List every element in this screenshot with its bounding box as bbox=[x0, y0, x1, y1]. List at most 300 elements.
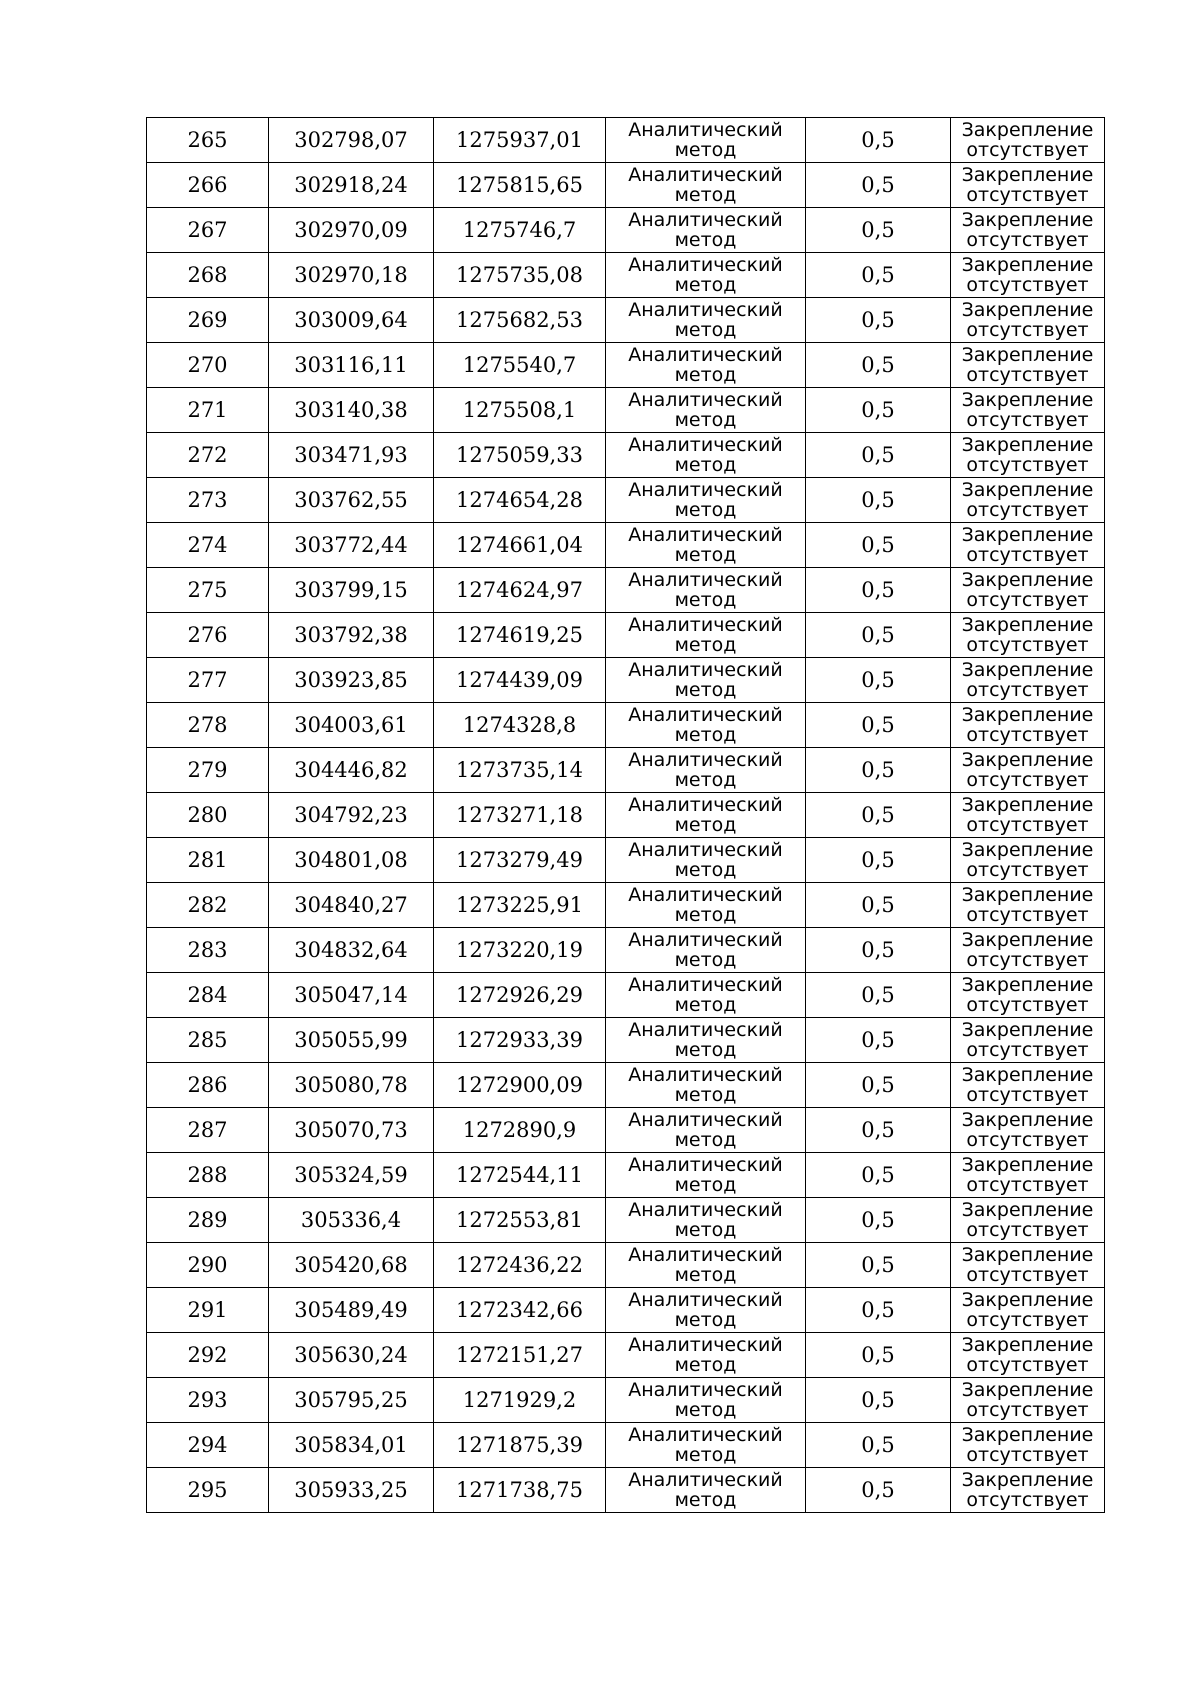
point-number-cell: 280 bbox=[147, 793, 269, 838]
accuracy-cell: 0,5 bbox=[806, 343, 951, 388]
table-row bbox=[147, 703, 1105, 748]
table-row bbox=[147, 433, 1105, 478]
fixing-description-cell-line: отсутствует bbox=[966, 589, 1089, 611]
method-cell-line: метод bbox=[674, 634, 737, 656]
fixing-description-cell bbox=[951, 253, 1105, 298]
method-cell-line: метод bbox=[674, 679, 737, 701]
fixing-description-cell-line: Закрепление bbox=[961, 1334, 1094, 1356]
method-cell bbox=[606, 1423, 806, 1468]
method-cell-line: Аналитический bbox=[628, 1244, 783, 1266]
table-row bbox=[147, 1333, 1105, 1378]
method-cell-line: метод bbox=[674, 859, 737, 881]
method-cell-line: метод bbox=[674, 1444, 737, 1466]
point-number-cell: 276 bbox=[147, 613, 269, 658]
method-cell bbox=[606, 1333, 806, 1378]
fixing-description-cell bbox=[951, 208, 1105, 253]
table-row bbox=[147, 1153, 1105, 1198]
method-cell-line: Аналитический bbox=[628, 1109, 783, 1131]
method-cell-line: Аналитический bbox=[628, 299, 783, 321]
fixing-description-cell bbox=[951, 838, 1105, 883]
point-number-cell: 268 bbox=[147, 253, 269, 298]
method-cell-line: Аналитический bbox=[628, 1289, 783, 1311]
fixing-description-cell bbox=[951, 793, 1105, 838]
method-cell-line: метод bbox=[674, 994, 737, 1016]
fixing-description-cell-line: Закрепление bbox=[961, 659, 1094, 681]
fixing-description-cell-line: отсутствует bbox=[966, 994, 1089, 1016]
method-cell-line: Аналитический bbox=[628, 119, 783, 141]
method-cell-line: Аналитический bbox=[628, 884, 783, 906]
method-cell-line: метод bbox=[674, 454, 737, 476]
fixing-description-cell-line: Закрепление bbox=[961, 974, 1094, 996]
fixing-description-cell-line: отсутствует bbox=[966, 319, 1089, 341]
fixing-description-cell-line: отсутствует bbox=[966, 679, 1089, 701]
point-number-cell: 288 bbox=[147, 1153, 269, 1198]
method-cell-line: Аналитический bbox=[628, 434, 783, 456]
method-cell-line: Аналитический bbox=[628, 749, 783, 771]
method-cell bbox=[606, 433, 806, 478]
point-number-cell: 295 bbox=[147, 1468, 269, 1513]
point-number-cell: 293 bbox=[147, 1378, 269, 1423]
point-number-cell: 284 bbox=[147, 973, 269, 1018]
point-number-cell: 266 bbox=[147, 163, 269, 208]
point-number-cell: 273 bbox=[147, 478, 269, 523]
fixing-description-cell-line: отсутствует bbox=[966, 1354, 1089, 1376]
fixing-description-cell-line: Закрепление bbox=[961, 1469, 1094, 1491]
point-number-cell: 283 bbox=[147, 928, 269, 973]
method-cell-line: метод bbox=[674, 544, 737, 566]
method-cell-line: Аналитический bbox=[628, 524, 783, 546]
method-cell bbox=[606, 1153, 806, 1198]
fixing-description-cell-line: отсутствует bbox=[966, 454, 1089, 476]
accuracy-cell: 0,5 bbox=[806, 163, 951, 208]
fixing-description-cell-line: Закрепление bbox=[961, 749, 1094, 771]
point-number-cell: 285 bbox=[147, 1018, 269, 1063]
method-cell bbox=[606, 1018, 806, 1063]
table-body bbox=[147, 118, 1105, 1513]
accuracy-cell: 0,5 bbox=[806, 478, 951, 523]
y-coordinate-cell: 1272544,11 bbox=[434, 1153, 606, 1198]
accuracy-cell: 0,5 bbox=[806, 658, 951, 703]
fixing-description-cell-line: Закрепление bbox=[961, 929, 1094, 951]
method-cell-line: Аналитический bbox=[628, 1154, 783, 1176]
y-coordinate-cell: 1274661,04 bbox=[434, 523, 606, 568]
table-row bbox=[147, 1378, 1105, 1423]
method-cell bbox=[606, 1063, 806, 1108]
table-row bbox=[147, 568, 1105, 613]
method-cell-line: Аналитический bbox=[628, 344, 783, 366]
fixing-description-cell-line: отсутствует bbox=[966, 499, 1089, 521]
point-number-cell: 277 bbox=[147, 658, 269, 703]
accuracy-cell: 0,5 bbox=[806, 1018, 951, 1063]
method-cell-line: метод bbox=[674, 769, 737, 791]
point-number-cell: 290 bbox=[147, 1243, 269, 1288]
fixing-description-cell-line: отсутствует bbox=[966, 1129, 1089, 1151]
method-cell bbox=[606, 703, 806, 748]
method-cell-line: метод bbox=[674, 1174, 737, 1196]
table-row bbox=[147, 1108, 1105, 1153]
table-row bbox=[147, 658, 1105, 703]
accuracy-cell: 0,5 bbox=[806, 838, 951, 883]
fixing-description-cell bbox=[951, 1063, 1105, 1108]
y-coordinate-cell: 1274654,28 bbox=[434, 478, 606, 523]
x-coordinate-cell: 303471,93 bbox=[269, 433, 434, 478]
fixing-description-cell bbox=[951, 1198, 1105, 1243]
accuracy-cell: 0,5 bbox=[806, 568, 951, 613]
x-coordinate-cell: 305047,14 bbox=[269, 973, 434, 1018]
y-coordinate-cell: 1274619,25 bbox=[434, 613, 606, 658]
y-coordinate-cell: 1272926,29 bbox=[434, 973, 606, 1018]
fixing-description-cell-line: Закрепление bbox=[961, 119, 1094, 141]
fixing-description-cell-line: Закрепление bbox=[961, 1289, 1094, 1311]
fixing-description-cell-line: Закрепление bbox=[961, 884, 1094, 906]
point-number-cell: 282 bbox=[147, 883, 269, 928]
method-cell bbox=[606, 1243, 806, 1288]
fixing-description-cell-line: отсутствует bbox=[966, 1264, 1089, 1286]
accuracy-cell: 0,5 bbox=[806, 253, 951, 298]
x-coordinate-cell: 302918,24 bbox=[269, 163, 434, 208]
fixing-description-cell bbox=[951, 1153, 1105, 1198]
accuracy-cell: 0,5 bbox=[806, 973, 951, 1018]
fixing-description-cell-line: отсутствует bbox=[966, 904, 1089, 926]
method-cell-line: метод bbox=[674, 1399, 737, 1421]
fixing-description-cell-line: Закрепление bbox=[961, 794, 1094, 816]
table-row bbox=[147, 793, 1105, 838]
method-cell-line: метод bbox=[674, 1129, 737, 1151]
method-cell bbox=[606, 568, 806, 613]
fixing-description-cell bbox=[951, 343, 1105, 388]
accuracy-cell: 0,5 bbox=[806, 1153, 951, 1198]
fixing-description-cell bbox=[951, 703, 1105, 748]
method-cell-line: Аналитический bbox=[628, 794, 783, 816]
x-coordinate-cell: 305070,73 bbox=[269, 1108, 434, 1153]
table-row bbox=[147, 343, 1105, 388]
table-row bbox=[147, 118, 1105, 163]
method-cell-line: метод bbox=[674, 1309, 737, 1331]
fixing-description-cell bbox=[951, 1243, 1105, 1288]
fixing-description-cell bbox=[951, 568, 1105, 613]
x-coordinate-cell: 303792,38 bbox=[269, 613, 434, 658]
fixing-description-cell-line: отсутствует bbox=[966, 139, 1089, 161]
method-cell-line: Аналитический bbox=[628, 164, 783, 186]
fixing-description-cell-line: Закрепление bbox=[961, 254, 1094, 276]
y-coordinate-cell: 1274328,8 bbox=[434, 703, 606, 748]
point-number-cell: 286 bbox=[147, 1063, 269, 1108]
y-coordinate-cell: 1275540,7 bbox=[434, 343, 606, 388]
x-coordinate-cell: 302970,18 bbox=[269, 253, 434, 298]
method-cell-line: Аналитический bbox=[628, 1064, 783, 1086]
y-coordinate-cell: 1275508,1 bbox=[434, 388, 606, 433]
accuracy-cell: 0,5 bbox=[806, 1063, 951, 1108]
fixing-description-cell bbox=[951, 1333, 1105, 1378]
table-row bbox=[147, 613, 1105, 658]
fixing-description-cell bbox=[951, 523, 1105, 568]
fixing-description-cell bbox=[951, 478, 1105, 523]
point-number-cell: 265 bbox=[147, 118, 269, 163]
fixing-description-cell bbox=[951, 298, 1105, 343]
method-cell bbox=[606, 793, 806, 838]
method-cell-line: метод bbox=[674, 814, 737, 836]
method-cell bbox=[606, 658, 806, 703]
accuracy-cell: 0,5 bbox=[806, 883, 951, 928]
method-cell bbox=[606, 928, 806, 973]
fixing-description-cell-line: Закрепление bbox=[961, 839, 1094, 861]
accuracy-cell: 0,5 bbox=[806, 118, 951, 163]
x-coordinate-cell: 305489,49 bbox=[269, 1288, 434, 1333]
method-cell-line: метод bbox=[674, 139, 737, 161]
accuracy-cell: 0,5 bbox=[806, 1243, 951, 1288]
y-coordinate-cell: 1273271,18 bbox=[434, 793, 606, 838]
x-coordinate-cell: 305324,59 bbox=[269, 1153, 434, 1198]
fixing-description-cell bbox=[951, 748, 1105, 793]
accuracy-cell: 0,5 bbox=[806, 1423, 951, 1468]
accuracy-cell: 0,5 bbox=[806, 1333, 951, 1378]
accuracy-cell: 0,5 bbox=[806, 1198, 951, 1243]
method-cell-line: метод bbox=[674, 274, 737, 296]
method-cell bbox=[606, 1468, 806, 1513]
method-cell-line: метод bbox=[674, 499, 737, 521]
table-row bbox=[147, 298, 1105, 343]
y-coordinate-cell: 1275682,53 bbox=[434, 298, 606, 343]
y-coordinate-cell: 1271738,75 bbox=[434, 1468, 606, 1513]
method-cell bbox=[606, 163, 806, 208]
fixing-description-cell-line: Закрепление bbox=[961, 1244, 1094, 1266]
x-coordinate-cell: 304003,61 bbox=[269, 703, 434, 748]
method-cell-line: Аналитический bbox=[628, 659, 783, 681]
x-coordinate-cell: 305933,25 bbox=[269, 1468, 434, 1513]
x-coordinate-cell: 303923,85 bbox=[269, 658, 434, 703]
fixing-description-cell-line: Закрепление bbox=[961, 1154, 1094, 1176]
method-cell bbox=[606, 343, 806, 388]
coordinates-table bbox=[146, 117, 1105, 1513]
x-coordinate-cell: 304446,82 bbox=[269, 748, 434, 793]
point-number-cell: 287 bbox=[147, 1108, 269, 1153]
fixing-description-cell-line: отсутствует bbox=[966, 274, 1089, 296]
fixing-description-cell-line: Закрепление bbox=[961, 1379, 1094, 1401]
fixing-description-cell-line: отсутствует bbox=[966, 1174, 1089, 1196]
fixing-description-cell bbox=[951, 1018, 1105, 1063]
accuracy-cell: 0,5 bbox=[806, 1378, 951, 1423]
y-coordinate-cell: 1272900,09 bbox=[434, 1063, 606, 1108]
x-coordinate-cell: 302970,09 bbox=[269, 208, 434, 253]
fixing-description-cell-line: отсутствует bbox=[966, 1444, 1089, 1466]
method-cell-line: метод bbox=[674, 409, 737, 431]
y-coordinate-cell: 1275815,65 bbox=[434, 163, 606, 208]
accuracy-cell: 0,5 bbox=[806, 928, 951, 973]
y-coordinate-cell: 1272890,9 bbox=[434, 1108, 606, 1153]
table-row bbox=[147, 973, 1105, 1018]
fixing-description-cell-line: отсутствует bbox=[966, 1399, 1089, 1421]
method-cell-line: Аналитический bbox=[628, 254, 783, 276]
table-row bbox=[147, 253, 1105, 298]
method-cell-line: Аналитический bbox=[628, 389, 783, 411]
method-cell-line: Аналитический bbox=[628, 839, 783, 861]
method-cell-line: метод bbox=[674, 229, 737, 251]
fixing-description-cell-line: отсутствует bbox=[966, 544, 1089, 566]
table-row bbox=[147, 928, 1105, 973]
method-cell-line: метод bbox=[674, 1264, 737, 1286]
method-cell-line: метод bbox=[674, 1489, 737, 1511]
fixing-description-cell-line: отсутствует bbox=[966, 1219, 1089, 1241]
method-cell bbox=[606, 523, 806, 568]
fixing-description-cell bbox=[951, 1378, 1105, 1423]
x-coordinate-cell: 305055,99 bbox=[269, 1018, 434, 1063]
fixing-description-cell-line: Закрепление bbox=[961, 1424, 1094, 1446]
method-cell-line: метод bbox=[674, 319, 737, 341]
fixing-description-cell-line: отсутствует bbox=[966, 949, 1089, 971]
table-row bbox=[147, 1063, 1105, 1108]
method-cell bbox=[606, 253, 806, 298]
fixing-description-cell-line: отсутствует bbox=[966, 1039, 1089, 1061]
table-row bbox=[147, 1468, 1105, 1513]
table-row bbox=[147, 748, 1105, 793]
y-coordinate-cell: 1273735,14 bbox=[434, 748, 606, 793]
accuracy-cell: 0,5 bbox=[806, 1288, 951, 1333]
method-cell bbox=[606, 748, 806, 793]
x-coordinate-cell: 305420,68 bbox=[269, 1243, 434, 1288]
fixing-description-cell-line: отсутствует bbox=[966, 769, 1089, 791]
method-cell bbox=[606, 388, 806, 433]
method-cell bbox=[606, 1108, 806, 1153]
fixing-description-cell-line: Закрепление bbox=[961, 434, 1094, 456]
method-cell-line: Аналитический bbox=[628, 479, 783, 501]
fixing-description-cell-line: отсутствует bbox=[966, 814, 1089, 836]
method-cell bbox=[606, 478, 806, 523]
point-number-cell: 267 bbox=[147, 208, 269, 253]
y-coordinate-cell: 1275937,01 bbox=[434, 118, 606, 163]
x-coordinate-cell: 303799,15 bbox=[269, 568, 434, 613]
method-cell-line: Аналитический bbox=[628, 704, 783, 726]
method-cell-line: метод bbox=[674, 1354, 737, 1376]
fixing-description-cell bbox=[951, 613, 1105, 658]
fixing-description-cell-line: Закрепление bbox=[961, 614, 1094, 636]
fixing-description-cell bbox=[951, 883, 1105, 928]
fixing-description-cell-line: Закрепление bbox=[961, 209, 1094, 231]
x-coordinate-cell: 303762,55 bbox=[269, 478, 434, 523]
method-cell bbox=[606, 298, 806, 343]
x-coordinate-cell: 304840,27 bbox=[269, 883, 434, 928]
y-coordinate-cell: 1272436,22 bbox=[434, 1243, 606, 1288]
point-number-cell: 269 bbox=[147, 298, 269, 343]
point-number-cell: 270 bbox=[147, 343, 269, 388]
fixing-description-cell bbox=[951, 1288, 1105, 1333]
point-number-cell: 279 bbox=[147, 748, 269, 793]
fixing-description-cell bbox=[951, 1468, 1105, 1513]
fixing-description-cell-line: отсутствует bbox=[966, 859, 1089, 881]
y-coordinate-cell: 1273279,49 bbox=[434, 838, 606, 883]
y-coordinate-cell: 1273220,19 bbox=[434, 928, 606, 973]
fixing-description-cell-line: Закрепление bbox=[961, 1064, 1094, 1086]
method-cell-line: Аналитический bbox=[628, 1424, 783, 1446]
method-cell bbox=[606, 118, 806, 163]
method-cell-line: метод bbox=[674, 1219, 737, 1241]
table-row bbox=[147, 163, 1105, 208]
y-coordinate-cell: 1273225,91 bbox=[434, 883, 606, 928]
table-row bbox=[147, 1243, 1105, 1288]
point-number-cell: 289 bbox=[147, 1198, 269, 1243]
point-number-cell: 278 bbox=[147, 703, 269, 748]
y-coordinate-cell: 1272342,66 bbox=[434, 1288, 606, 1333]
accuracy-cell: 0,5 bbox=[806, 388, 951, 433]
fixing-description-cell bbox=[951, 118, 1105, 163]
accuracy-cell: 0,5 bbox=[806, 748, 951, 793]
x-coordinate-cell: 304801,08 bbox=[269, 838, 434, 883]
accuracy-cell: 0,5 bbox=[806, 793, 951, 838]
x-coordinate-cell: 304832,64 bbox=[269, 928, 434, 973]
table-row bbox=[147, 883, 1105, 928]
method-cell-line: метод bbox=[674, 1039, 737, 1061]
method-cell-line: Аналитический bbox=[628, 569, 783, 591]
fixing-description-cell-line: отсутствует bbox=[966, 1489, 1089, 1511]
method-cell-line: Аналитический bbox=[628, 614, 783, 636]
table-row bbox=[147, 1198, 1105, 1243]
x-coordinate-cell: 303116,11 bbox=[269, 343, 434, 388]
method-cell bbox=[606, 208, 806, 253]
accuracy-cell: 0,5 bbox=[806, 433, 951, 478]
y-coordinate-cell: 1274439,09 bbox=[434, 658, 606, 703]
fixing-description-cell-line: Закрепление bbox=[961, 344, 1094, 366]
y-coordinate-cell: 1272933,39 bbox=[434, 1018, 606, 1063]
method-cell-line: Аналитический bbox=[628, 1199, 783, 1221]
y-coordinate-cell: 1275735,08 bbox=[434, 253, 606, 298]
table-row bbox=[147, 478, 1105, 523]
fixing-description-cell-line: Закрепление bbox=[961, 1109, 1094, 1131]
document-page bbox=[146, 117, 1104, 1513]
accuracy-cell: 0,5 bbox=[806, 298, 951, 343]
method-cell bbox=[606, 1378, 806, 1423]
method-cell-line: Аналитический bbox=[628, 209, 783, 231]
accuracy-cell: 0,5 bbox=[806, 703, 951, 748]
table-row bbox=[147, 388, 1105, 433]
fixing-description-cell-line: отсутствует bbox=[966, 634, 1089, 656]
fixing-description-cell bbox=[951, 658, 1105, 703]
y-coordinate-cell: 1271875,39 bbox=[434, 1423, 606, 1468]
method-cell bbox=[606, 838, 806, 883]
x-coordinate-cell: 305630,24 bbox=[269, 1333, 434, 1378]
point-number-cell: 271 bbox=[147, 388, 269, 433]
fixing-description-cell-line: отсутствует bbox=[966, 184, 1089, 206]
method-cell bbox=[606, 1198, 806, 1243]
x-coordinate-cell: 305834,01 bbox=[269, 1423, 434, 1468]
fixing-description-cell-line: отсутствует bbox=[966, 724, 1089, 746]
fixing-description-cell-line: Закрепление bbox=[961, 1019, 1094, 1041]
y-coordinate-cell: 1275059,33 bbox=[434, 433, 606, 478]
x-coordinate-cell: 305795,25 bbox=[269, 1378, 434, 1423]
fixing-description-cell bbox=[951, 1108, 1105, 1153]
method-cell-line: метод bbox=[674, 1084, 737, 1106]
x-coordinate-cell: 303772,44 bbox=[269, 523, 434, 568]
fixing-description-cell-line: Закрепление bbox=[961, 299, 1094, 321]
method-cell-line: метод bbox=[674, 364, 737, 386]
method-cell bbox=[606, 883, 806, 928]
fixing-description-cell bbox=[951, 433, 1105, 478]
method-cell bbox=[606, 613, 806, 658]
fixing-description-cell-line: Закрепление bbox=[961, 524, 1094, 546]
fixing-description-cell bbox=[951, 1423, 1105, 1468]
method-cell-line: Аналитический bbox=[628, 1469, 783, 1491]
fixing-description-cell-line: Закрепление bbox=[961, 164, 1094, 186]
method-cell-line: метод bbox=[674, 949, 737, 971]
fixing-description-cell-line: Закрепление bbox=[961, 389, 1094, 411]
method-cell-line: Аналитический bbox=[628, 929, 783, 951]
x-coordinate-cell: 303140,38 bbox=[269, 388, 434, 433]
method-cell-line: Аналитический bbox=[628, 974, 783, 996]
method-cell-line: метод bbox=[674, 904, 737, 926]
fixing-description-cell bbox=[951, 973, 1105, 1018]
fixing-description-cell-line: Закрепление bbox=[961, 479, 1094, 501]
table-row bbox=[147, 1423, 1105, 1468]
y-coordinate-cell: 1272553,81 bbox=[434, 1198, 606, 1243]
fixing-description-cell-line: отсутствует bbox=[966, 364, 1089, 386]
